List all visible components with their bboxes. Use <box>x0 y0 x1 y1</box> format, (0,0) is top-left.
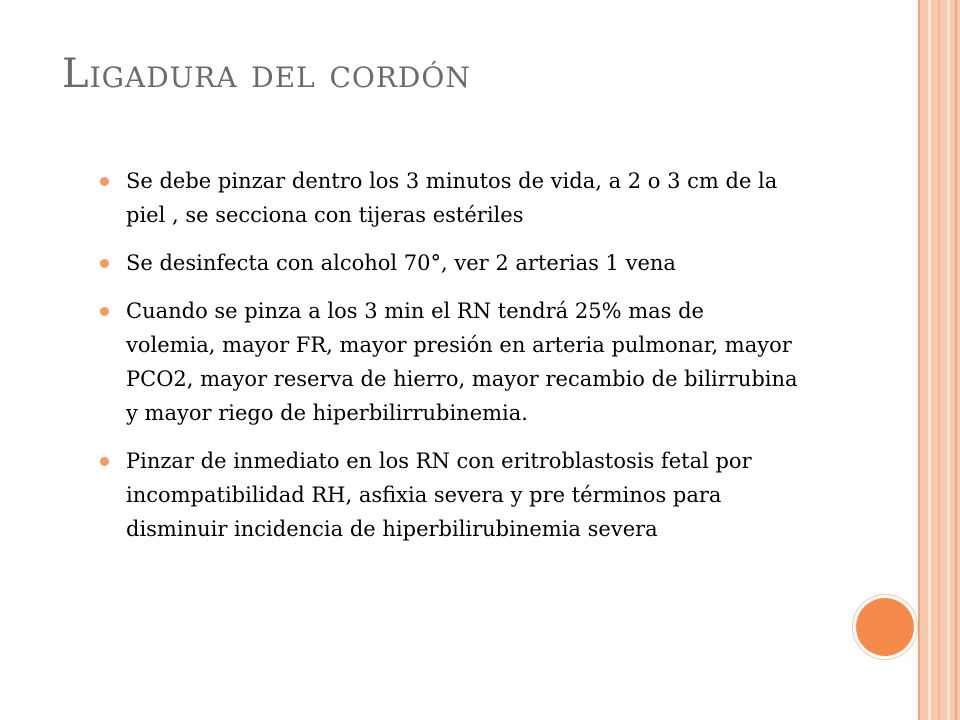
bullet-item <box>100 246 800 280</box>
border-stripe <box>928 0 931 720</box>
bullet-list <box>100 164 800 560</box>
accent-circle <box>856 598 914 656</box>
bullet-item <box>100 164 800 232</box>
border-stripe <box>947 0 950 720</box>
bullet-dot-icon <box>100 259 109 268</box>
bullet-item <box>100 294 800 430</box>
bullet-text: Se desinfecta con alcohol 70°, ver 2 arterias 1 vena <box>126 251 676 275</box>
bullet-text: Cuando se pinza a los 3 min el RN tendrá 25% mas de volemia, mayor FR, mayor presión en arteria pulmonar, mayor PCO2, mayor reserva de hierro, mayor recambio de bilirrubina y mayor riego de hiperbilirrubinemia. <box>126 299 798 425</box>
border-stripe <box>918 0 920 720</box>
border-stripe <box>955 0 957 720</box>
bullet-text: Pinzar de inmediato en los RN con eritroblastosis fetal por incompatibilidad RH, asfixia severa y pre términos para disminuir incidencia de hiperbilirubinemia severa <box>126 449 752 541</box>
bullet-dot-icon <box>100 307 109 316</box>
bullet-dot-icon <box>100 177 109 186</box>
bullet-dot-icon <box>100 457 109 466</box>
bullet-text: Se debe pinzar dentro los 3 minutos de vida, a 2 o 3 cm de la piel , se secciona con tijeras estériles <box>126 169 778 227</box>
bullet-item <box>100 444 800 546</box>
border-stripe <box>938 0 940 720</box>
slide-title: Ligadura del cordón <box>62 51 471 97</box>
